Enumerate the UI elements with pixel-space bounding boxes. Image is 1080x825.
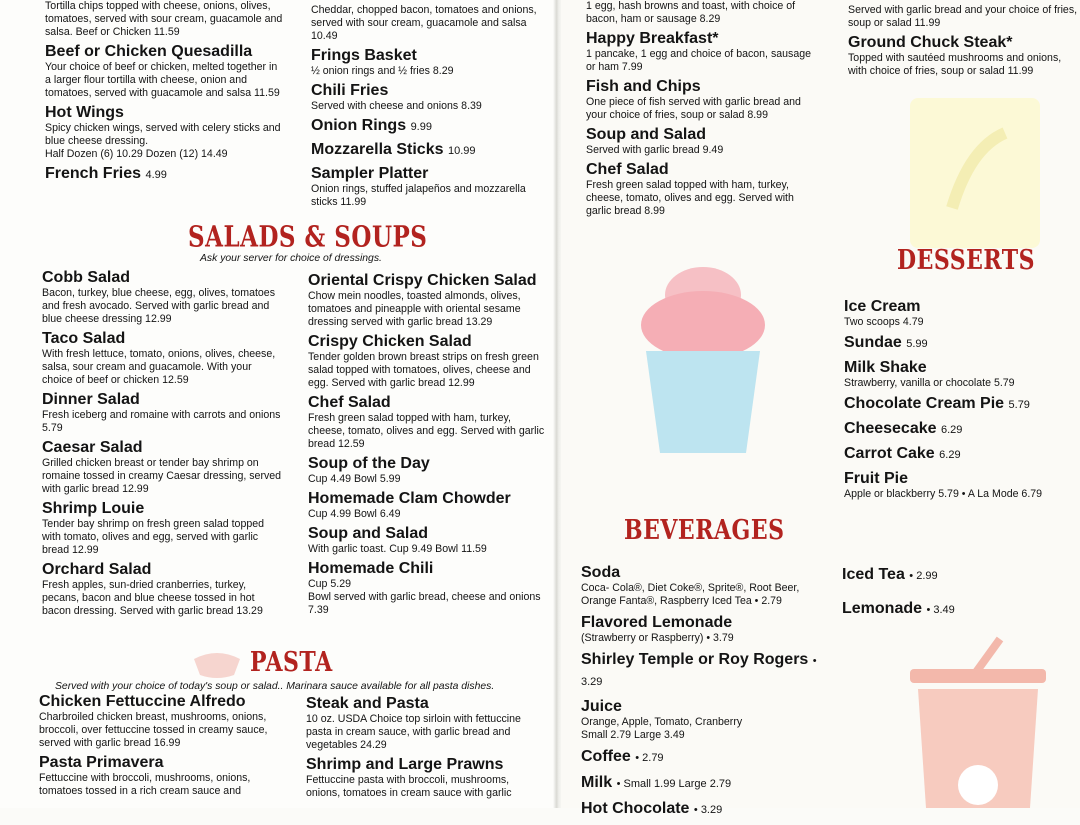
beverages-heading: BEVERAGES <box>624 514 785 547</box>
menu-item-name: Hot Wings <box>45 104 124 121</box>
breakfast-column <box>586 0 822 221</box>
menu-item-description: Strawberry, vanilla or chocolate 5.79 <box>844 377 1015 389</box>
menu-item-description: Fettuccine with broccoli, mushrooms, onions, tomatoes tossed in a rich cream sauce and <box>39 772 251 797</box>
menu-item <box>581 697 841 742</box>
menu-item-price: 6.29 <box>940 424 963 436</box>
menu-item-title <box>42 438 282 457</box>
menu-item <box>308 393 548 451</box>
menu-item-title <box>844 444 1078 465</box>
menu-item <box>581 563 841 608</box>
menu-item-title <box>586 125 822 144</box>
menu-item-title <box>39 692 281 711</box>
menu-item-name: Steak and Pasta <box>306 695 429 712</box>
menu-item-description: 1 egg, hash browns and toast, with choice of bacon, ham or sausage 8.29 <box>586 0 796 25</box>
menu-item-description: Fresh green salad topped with ham, turkey, cheese, tomato, olives and egg. Served with garlic bread 12.59 <box>308 412 545 450</box>
menu-item <box>844 444 1078 465</box>
menu-item-name: Soup of the Day <box>308 455 430 472</box>
appetizers-column-2 <box>311 4 551 212</box>
menu-item <box>308 271 548 329</box>
menu-item-price: • 3.29 <box>581 655 817 688</box>
menu-item-title <box>45 164 285 185</box>
menu-item <box>308 559 548 617</box>
menu-item-name: Frings Basket <box>311 47 417 64</box>
menu-item <box>39 692 281 750</box>
menu-item-title <box>306 694 546 713</box>
menu-item-description: 10 oz. USDA Choice top sirloin with fettuccine pasta in cream sauce, with garlic bread and vegetables 24.29 <box>306 713 521 751</box>
menu-item <box>306 755 546 800</box>
menu-item-title <box>308 559 548 578</box>
menu-item-description: Bacon, turkey, blue cheese, egg, olives, tomatoes and fresh avocado. Served with garlic bread and blue cheese dressing 12.99 <box>42 287 275 325</box>
menu-item-title <box>42 268 282 287</box>
menu-item-title <box>844 358 1078 377</box>
menu-item-price: 6.29 <box>939 449 961 461</box>
menu-item-name: Sundae <box>844 334 902 351</box>
menu-item-description: Cup 4.49 Bowl 5.99 <box>308 473 401 485</box>
menu-item-title <box>844 469 1078 488</box>
desserts-heading: DESSERTS <box>897 244 1036 277</box>
menu-item-title <box>842 599 1042 620</box>
menu-item-name: Chef Salad <box>586 161 669 178</box>
menu-item-title <box>844 297 1078 316</box>
appetizers-column-1 <box>45 0 285 188</box>
menu-item-name: Crispy Chicken Salad <box>308 333 472 350</box>
menu-item-description: (Strawberry or Raspberry) • 3.79 <box>581 632 734 644</box>
menu-item <box>844 419 1078 440</box>
menu-item <box>45 164 285 185</box>
menu-item-title <box>45 103 285 122</box>
menu-item-name: Caesar Salad <box>42 439 143 456</box>
menu-item-title <box>311 46 551 65</box>
menu-item-price: 9.99 <box>410 121 432 133</box>
menu-item <box>45 103 285 161</box>
menu-item-description: Your choice of beef or chicken, melted together in a larger flour tortilla with cheese, onion and tomatoes, served with guacamole and salsa 11.59 <box>45 61 280 99</box>
menu-item-title <box>42 390 282 409</box>
menu-item-description: With fresh lettuce, tomato, onions, olives, cheese, salsa, sour cream and guacamole. With your choice of beef or chicken 12.59 <box>42 348 276 386</box>
menu-item <box>848 4 1078 30</box>
menu-item <box>844 358 1078 390</box>
pasta-column-2 <box>306 694 546 803</box>
menu-item-description: ½ onion rings and ½ fries 8.29 <box>311 65 454 77</box>
menu-item <box>311 164 551 209</box>
menu-item-price: 4.99 <box>145 169 167 181</box>
menu-item <box>842 599 1042 620</box>
menu-item <box>586 77 822 122</box>
menu-item-name: Mozzarella Sticks <box>311 141 444 158</box>
menu-item <box>844 333 1078 354</box>
menu-item-name: Homemade Clam Chowder <box>308 490 511 507</box>
menu-item <box>844 469 1078 501</box>
menu-item-price: 5.99 <box>906 338 928 350</box>
menu-item-price: 5.79 <box>1008 399 1030 411</box>
menu-item-description: Apple or blackberry 5.79 • A La Mode 6.79 <box>844 488 1043 500</box>
menu-item-title <box>311 81 551 100</box>
menu-item <box>844 297 1078 329</box>
menu-item-name: Taco Salad <box>42 330 126 347</box>
menu-item-name: Cobb Salad <box>42 269 131 286</box>
menu-item-title <box>844 394 1078 415</box>
menu-item-description: Chow mein noodles, toasted almonds, olives, tomatoes and pineapple with oriental sesame dressing served with garlic bread 13.29 <box>308 290 521 328</box>
menu-item-price: 10.99 <box>447 145 476 157</box>
menu-item-name: Ice Cream <box>844 298 921 315</box>
page-fold <box>553 0 561 808</box>
menu-item-title <box>581 650 841 692</box>
menu-item-description: Served with cheese and onions 8.39 <box>311 100 482 112</box>
menu-item-description: Cup 5.29 <box>308 578 351 590</box>
menu-item-name: Soup and Salad <box>308 525 429 542</box>
menu-item-name: Oriental Crispy Chicken Salad <box>308 272 537 289</box>
menu-item <box>45 0 285 39</box>
menu-item-name: Hot Chocolate <box>581 800 690 817</box>
menu-item-title <box>311 164 551 183</box>
beverages-column-1 <box>581 563 841 825</box>
menu-item-title <box>586 29 822 48</box>
menu-item <box>586 125 822 157</box>
menu-item-name: Chef Salad <box>308 394 391 411</box>
menu-item <box>39 753 281 798</box>
menu-item <box>42 560 282 618</box>
menu-item-description: Cup 4.99 Bowl 6.49 <box>308 508 401 520</box>
menu-item-name: Happy Breakfast* <box>586 30 719 47</box>
steaks-column <box>848 4 1078 81</box>
menu-item <box>311 4 551 43</box>
menu-item-name: Soup and Salad <box>586 126 707 143</box>
menu-item-description: Served with garlic bread and your choice of fries, soup or salad 11.99 <box>848 4 1078 29</box>
menu-item-title <box>42 329 282 348</box>
menu-item <box>311 81 551 113</box>
menu-item-title <box>39 753 281 772</box>
menu-item-price: • 2.99 <box>909 570 938 582</box>
menu-item <box>308 489 548 521</box>
menu-item <box>311 116 551 137</box>
menu-item-title <box>581 697 841 716</box>
menu-item-name: Chicken Fettuccine Alfredo <box>39 693 246 710</box>
menu-item-name: Fish and Chips <box>586 78 701 95</box>
menu-item <box>42 499 282 557</box>
menu-item-name: Sampler Platter <box>311 165 429 182</box>
menu-item-description: Served with garlic bread 9.49 <box>586 144 724 156</box>
menu-item-title <box>844 419 1078 440</box>
ice-cream-cup-icon <box>628 255 778 455</box>
menu-item-name: Ground Chuck Steak* <box>848 34 1013 51</box>
menu-item-title <box>306 755 546 774</box>
menu-item <box>42 268 282 326</box>
menu-item-name: Fruit Pie <box>844 470 909 487</box>
pasta-bowl-icon <box>192 641 242 679</box>
menu-item-name: Shrimp Louie <box>42 500 145 517</box>
menu-item-name: Flavored Lemonade <box>581 614 733 631</box>
menu-item-price: • Small 1.99 Large 2.79 <box>616 778 732 790</box>
menu-item-description: Tortilla chips topped with cheese, onions, olives, tomatoes, served with sour cream, guacamole and salsa. Beef or Chicken 11.59 <box>45 0 283 38</box>
menu-item-title <box>308 489 548 508</box>
menu-item-description: Two scoops 4.79 <box>844 316 924 328</box>
menu-item-description: Fresh apples, sun-dried cranberries, turkey, pecans, bacon and blue cheese tossed in hot bacon dressing. Served with garlic bread 13.29 <box>42 579 263 617</box>
menu-item-title <box>308 524 548 543</box>
menu-item <box>311 46 551 78</box>
menu-item <box>848 33 1078 78</box>
menu-item-name: Onion Rings <box>311 117 407 134</box>
menu-item <box>308 454 548 486</box>
beverages-column-2 <box>842 565 1042 633</box>
menu-item-description: Orange Fanta®, Raspberry Iced Tea • 2.79 <box>581 595 782 607</box>
menu-item-name: Dinner Salad <box>42 391 140 408</box>
sandwich-icon <box>900 88 1050 256</box>
menu-item-title <box>581 773 841 794</box>
menu-item-name: Pasta Primavera <box>39 754 164 771</box>
pasta-heading: PASTA <box>250 646 333 679</box>
pasta-column-1 <box>39 692 281 801</box>
menu-item-name: French Fries <box>45 165 142 182</box>
menu-item <box>42 329 282 387</box>
menu-item-title <box>45 42 285 61</box>
menu-item-name: Coffee <box>581 748 631 765</box>
menu-item-description: Fresh green salad topped with ham, turkey, cheese, tomato, olives and egg. Served with garlic bread 8.99 <box>586 179 794 217</box>
menu-item-name: Soda <box>581 564 621 581</box>
menu-item-name: Chili Fries <box>311 82 389 99</box>
menu-item <box>586 29 822 74</box>
menu-item-description: 1 pancake, 1 egg and choice of bacon, sausage or ham 7.99 <box>586 48 811 73</box>
menu-item-title <box>844 333 1078 354</box>
menu-item-description: Spicy chicken wings, served with celery sticks and blue cheese dressing. <box>45 122 281 147</box>
menu-item-title <box>581 747 841 768</box>
menu-item-description: Cheddar, chopped bacon, tomatoes and onions, served with sour cream, guacamole and salsa 10.49 <box>311 4 537 42</box>
menu-item-description: Grilled chicken breast or tender bay shrimp on romaine tossed in creamy Caesar dressing, served with garlic bread 12.99 <box>42 457 282 495</box>
menu-item <box>581 650 841 692</box>
menu-item-description: Small 2.79 Large 3.49 <box>581 729 685 741</box>
menu-item-description: Onion rings, stuffed jalapeños and mozzarella sticks 11.99 <box>311 183 526 208</box>
menu-item-price: • 2.79 <box>635 752 664 764</box>
menu-item <box>306 694 546 752</box>
menu-item-title <box>308 454 548 473</box>
menu-item-title <box>308 271 548 290</box>
menu-item <box>844 394 1078 415</box>
menu-item-name: Lemonade <box>842 600 923 617</box>
menu-item-name: Milk <box>581 774 613 791</box>
menu-item-description: Charbroiled chicken breast, mushrooms, onions, broccoli, over fettuccine tossed in creamy sauce, served with garlic bread 16.99 <box>39 711 268 749</box>
menu-item-title <box>581 613 841 632</box>
menu-item-title <box>308 332 548 351</box>
menu-item-description: Fresh iceberg and romaine with carrots and onions 5.79 <box>42 409 281 434</box>
menu-item-description: Fettuccine pasta with broccoli, mushrooms, onions, tomatoes in cream sauce with garlic <box>306 774 512 799</box>
menu-item <box>581 613 841 645</box>
menu-item <box>308 524 548 556</box>
menu-item-title <box>848 33 1078 52</box>
pasta-note: Served with your choice of today's soup or salad.. Marinara sauce available for all pasta dishes. <box>55 681 495 692</box>
menu-item-name: Shrimp and Large Prawns <box>306 756 504 773</box>
menu-item-name: Chocolate Cream Pie <box>844 395 1005 412</box>
menu-item-title <box>586 77 822 96</box>
menu-item-name: Milk Shake <box>844 359 927 376</box>
menu-item-name: Carrot Cake <box>844 445 935 462</box>
menu-item-description: Orange, Apple, Tomato, Cranberry <box>581 716 743 728</box>
menu-item-name: Homemade Chili <box>308 560 434 577</box>
salads-column-1 <box>42 268 282 621</box>
menu-item-description: Topped with sautéed mushrooms and onions, with choice of fries, soup or salad 11.99 <box>848 52 1062 77</box>
menu-item <box>586 160 822 218</box>
menu-item-name: Iced Tea <box>842 566 905 583</box>
menu-item-title <box>581 563 841 582</box>
menu-item <box>42 438 282 496</box>
menu-item-title <box>842 565 1042 586</box>
menu-item <box>42 390 282 435</box>
desserts-column <box>844 297 1078 505</box>
menu-item <box>308 332 548 390</box>
menu-item-title <box>308 393 548 412</box>
menu-item-name: Juice <box>581 698 622 715</box>
menu-item <box>586 0 822 26</box>
menu-item-title <box>42 560 282 579</box>
menu-item-description: One piece of fish served with garlic bread and your choice of fries, soup or salad 8.99 <box>586 96 801 121</box>
salads-soups-heading: SALADS & SOUPS <box>188 220 428 254</box>
menu-item-description: Tender bay shrimp on fresh green salad topped with tomato, olives and egg, served with garlic bread 12.99 <box>42 518 265 556</box>
menu-item <box>842 565 1042 586</box>
menu-item-description: Bowl served with garlic bread, cheese and onions 7.39 <box>308 591 541 616</box>
menu-item-name: Beef or Chicken Quesadilla <box>45 43 253 60</box>
menu-item-name: Cheesecake <box>844 420 937 437</box>
menu-item-title <box>586 160 822 179</box>
menu-item-title <box>42 499 282 518</box>
menu-item <box>581 799 841 820</box>
menu-item <box>581 747 841 768</box>
menu-item-description: Half Dozen (6) 10.29 Dozen (12) 14.49 <box>45 148 228 160</box>
menu-item-title <box>581 799 841 820</box>
drink-cup-icon <box>908 635 1048 808</box>
menu-item-description: With garlic toast. Cup 9.49 Bowl 11.59 <box>308 543 487 555</box>
menu-item <box>581 773 841 794</box>
menu-item-title <box>311 116 551 137</box>
menu-item-price: • 3.29 <box>693 804 723 816</box>
menu-item-description: Tender golden brown breast strips on fresh green salad topped with tomatoes, olives, cheese and egg. Served with garlic bread 12.99 <box>308 351 539 389</box>
menu-item-name: Orchard Salad <box>42 561 152 578</box>
menu-item-name: Shirley Temple or Roy Rogers <box>581 651 809 668</box>
menu-item <box>311 140 551 161</box>
menu-item-price: • 3.49 <box>926 604 955 616</box>
salads-note: Ask your server for choice of dressings. <box>200 253 382 264</box>
menu-item <box>45 42 285 100</box>
menu-item-description: Coca- Cola®, Diet Coke®, Sprite®, Root Beer, <box>581 582 800 594</box>
salads-column-2 <box>308 271 548 620</box>
menu-item-title <box>311 140 551 161</box>
